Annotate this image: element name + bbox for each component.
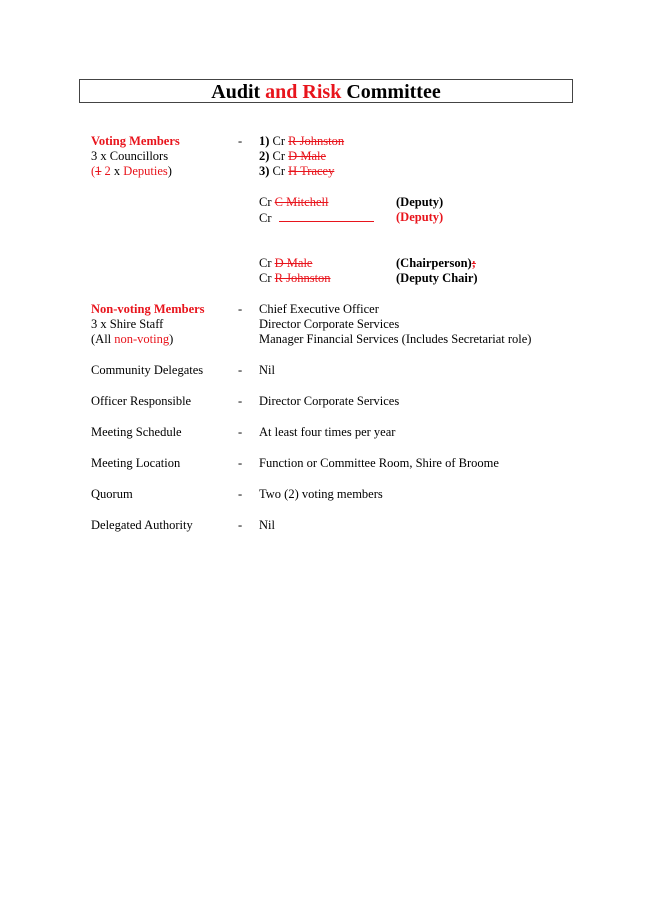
chairperson [259,256,312,271]
chairperson-role [396,256,476,271]
nonvoting-note-open: (All [91,332,115,346]
member-cr: Cr [269,134,289,148]
nonvoting-members-heading: Non-voting Members [91,302,205,316]
deputies-x: x [110,164,124,178]
member-number: 2) [259,149,270,163]
row-value-community-delegates: Nil [259,363,275,377]
row-value-officer-responsible: Director Corporate Services [259,394,400,408]
row-dash: - [238,363,243,377]
voting-councillors-count: 3 x Councillors [91,149,169,163]
deputies-struck-number: 1 [95,164,102,178]
deputy-chair [259,271,331,286]
row-dash: - [238,518,243,532]
row-value-meeting-location: Function or Committee Room, Shire of Broome [259,456,499,470]
page-title [79,79,573,103]
voting-members-heading: Voting Members [91,134,180,148]
row-label-community-delegates: Community Delegates [91,363,204,377]
deputy-cr: Cr [259,211,275,225]
deputies-open-paren: ( [91,164,96,178]
voting-member-3 [259,164,334,179]
member-name: R Johnston [288,134,345,148]
deputies-word: Deputies [123,164,168,178]
member-name: H Tracey [288,164,335,178]
dchair-name: R Johnston [274,271,331,285]
row-value-meeting-schedule: At least four times per year [259,425,396,439]
row-label-delegated-authority: Delegated Authority [91,518,193,532]
row-dash: - [238,487,243,501]
member-number: 1) [259,134,270,148]
row-dash: - [238,456,243,470]
title-committee: Committee [341,81,441,103]
deputy-name: C Mitchell [274,195,329,209]
voting-member-1 [259,134,344,149]
nonvoting-member-1: Chief Executive Officer [259,302,379,316]
member-number: 3) [259,164,270,178]
nonvoting-member-3: Manager Financial Services (Includes Secretariat role) [259,332,532,346]
nonvoting-member-2: Director Corporate Services [259,317,400,331]
row-label-officer-responsible: Officer Responsible [91,394,192,408]
deputy-2 [259,210,374,226]
row-dash: - [238,425,243,439]
deputy-1-role: (Deputy) [396,195,444,209]
row-dash: - [238,394,243,408]
nonvoting-staff-count: 3 x Shire Staff [91,317,164,331]
dchair-cr: Cr [259,271,275,285]
deputies-new-number: 2 [101,164,111,178]
title-audit: Audit [211,81,266,103]
nonvoting-note-red: non-voting [114,332,170,346]
voting-member-2 [259,149,326,164]
chair-name: D Male [274,256,313,270]
nonvoting-note [91,332,173,347]
voting-deputies-count [91,164,172,179]
row-label-meeting-location: Meeting Location [91,456,181,470]
chair-cr: Cr [259,256,275,270]
deputy-2-role: (Deputy) [396,210,444,224]
nonvoting-dash: - [238,302,243,316]
chair-role-label: (Chairperson) [396,256,472,270]
member-cr: Cr [269,149,289,163]
row-value-quorum: Two (2) voting members [259,487,383,501]
row-value-delegated-authority: Nil [259,518,275,532]
deputy-cr: Cr [259,195,275,209]
chair-semicolon: ; [471,256,476,270]
row-label-meeting-schedule: Meeting Schedule [91,425,182,439]
deputy-1 [259,195,328,210]
deputy-chair-role: (Deputy Chair) [396,271,478,285]
member-name: D Male [288,149,327,163]
voting-dash: - [238,134,243,148]
nonvoting-note-close: ) [169,332,174,346]
title-and-risk: and Risk [265,81,342,103]
deputy-blank-line [279,210,374,222]
member-cr: Cr [269,164,289,178]
deputies-close-paren: ) [167,164,172,178]
row-label-quorum: Quorum [91,487,133,501]
